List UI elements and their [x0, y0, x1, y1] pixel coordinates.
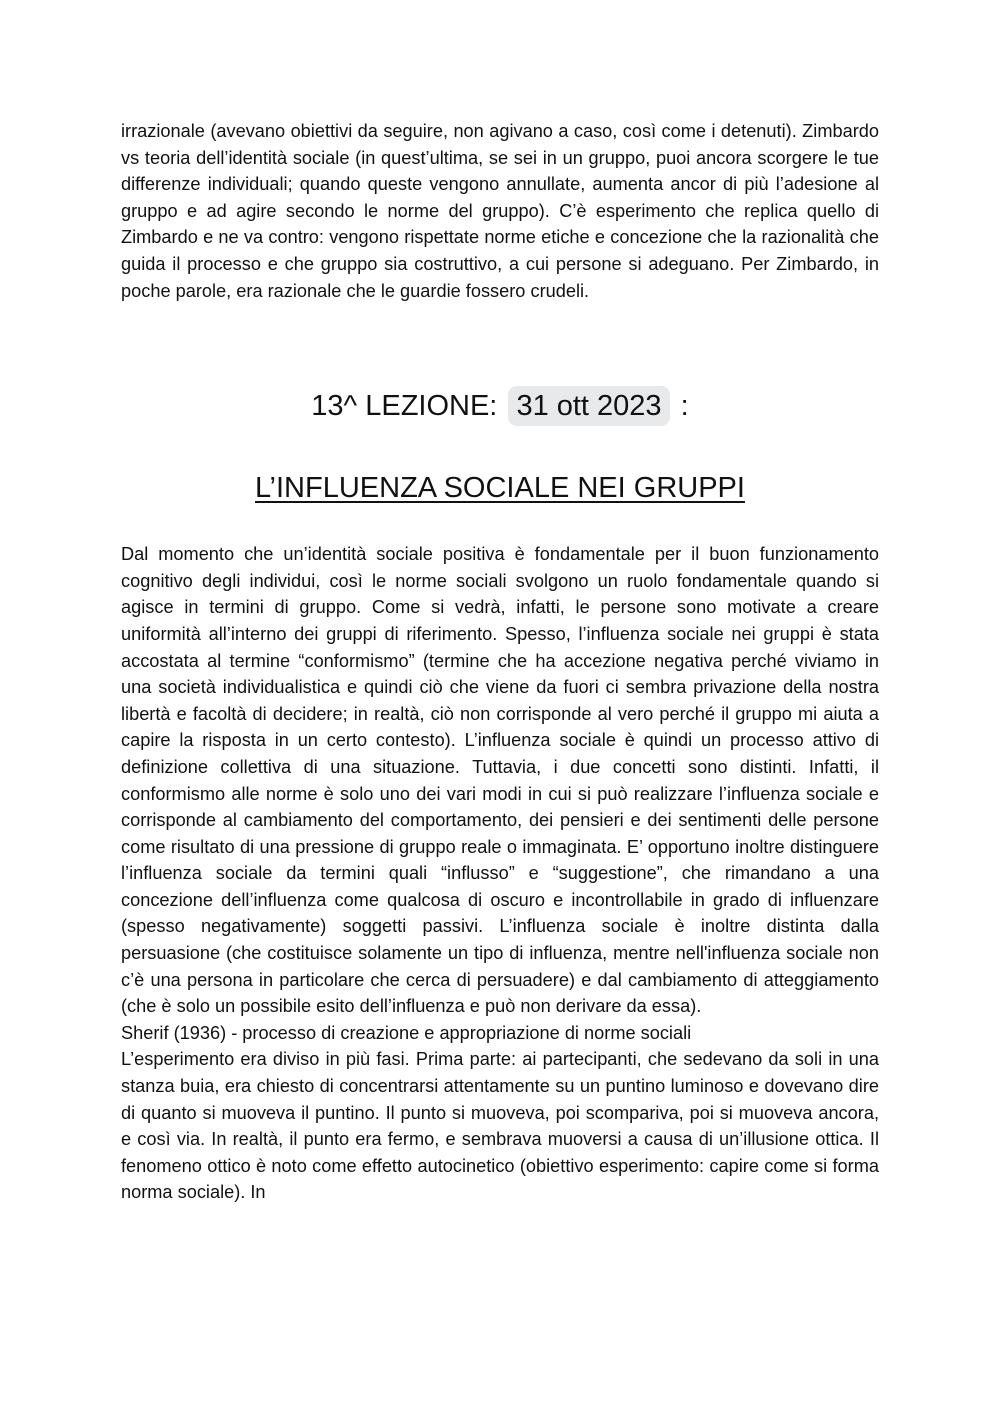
- body-paragraph: Dal momento che un’identità sociale positiva è fondamentale per il buon funzionamento cognitivo degli individui, così le norme sociali svolgono un ruolo fondamentale quando si agisce in termini di gruppo. Come si vedrà, infatti, le persone sono motivate a creare uniformità all’interno dei gruppi di riferimento. Spesso, l’influenza sociale nei gruppi è stata accostata al termine “conformismo” (termine che ha accezione negativa perché viviamo in una società individualistica e quindi ciò che viene da fuori ci sembra privazione della nostra libertà e facoltà di decidere; in realtà, ciò non corrisponde al vero perché il gruppo mi aiuta a capire la risposta in un certo contesto). L’influenza sociale è quindi un processo attivo di definizione collettiva di una situazione. Tuttavia, i due concetti sono distinti. Infatti, il conformismo alle norme è solo uno dei vari modi in cui si può realizzare l’influenza sociale e corrisponde al cambiamento del comportamento, dei pensieri e dei sentimenti delle persone come risultato di una pressione di gruppo reale o immaginata. E’ opportuno inoltre distinguere l’influenza sociale da termini quali “influsso” e “suggestione”, che rimandano a una concezione dell’influenza come qualcosa di oscuro e incontrollabile in grado di influenzare (spesso negativamente) soggetti passivi. L’influenza sociale è inoltre distinta dalla persuasione (che costituisce solamente un tipo di influenza, mentre nell'influenza sociale non c’è una persona in particolare che cerca di persuadere) e dal cambiamento di atteggiamento (che è solo un possibile esito dell’influenza e può non derivare da essa).: [121, 544, 879, 1017]
- body-block: [121, 541, 879, 1206]
- sherif-line: Sherif (1936) - processo di creazione e appropriazione di norme sociali: [121, 1022, 692, 1043]
- lesson-heading-colon: :: [680, 390, 689, 423]
- lesson-heading: [121, 386, 879, 426]
- intro-paragraph: irrazionale (avevano obiettivi da seguire, non agivano a caso, così come i detenuti). Zimbardo vs teoria dell’identità sociale (in quest’ultima, se sei in un gruppo, puoi ancora scorgere le tue differenze individuali; quando queste vengono annullate, aumenta ancor di più l’adesione al gruppo e ad agire secondo le norme del gruppo). C’è esperimento che replica quello di Zimbardo e ne va contro: vengono rispettate norme etiche e concezione che la razionalità che guida il processo e che gruppo sia costruttivo, a cui persone si adeguano. Per Zimbardo, in poche parole, era razionale che le guardie fossero crudeli.: [121, 121, 879, 301]
- experiment-paragraph: L’esperimento era diviso in più fasi. Prima parte: ai partecipanti, che sedevano da soli in una stanza buia, era chiesto di concentrarsi attentamente su un puntino luminoso e dovevano dire di quanto si muoveva il puntino. Il punto si muoveva, poi scompariva, poi si muoveva ancora, e così via. In realtà, il punto era fermo, e sembrava muoversi a causa di un’illusione ottica. Il fenomeno ottico è noto come effetto autocinetico (obiettivo esperimento: capire come si forma norma sociale). In: [121, 1049, 879, 1203]
- document-page: [121, 118, 879, 1206]
- lesson-date-chip[interactable]: 31 ott 2023: [508, 386, 669, 426]
- lesson-number: 13^ LEZIONE:: [311, 390, 498, 423]
- section-title: L’INFLUENZA SOCIALE NEI GRUPPI: [255, 472, 745, 505]
